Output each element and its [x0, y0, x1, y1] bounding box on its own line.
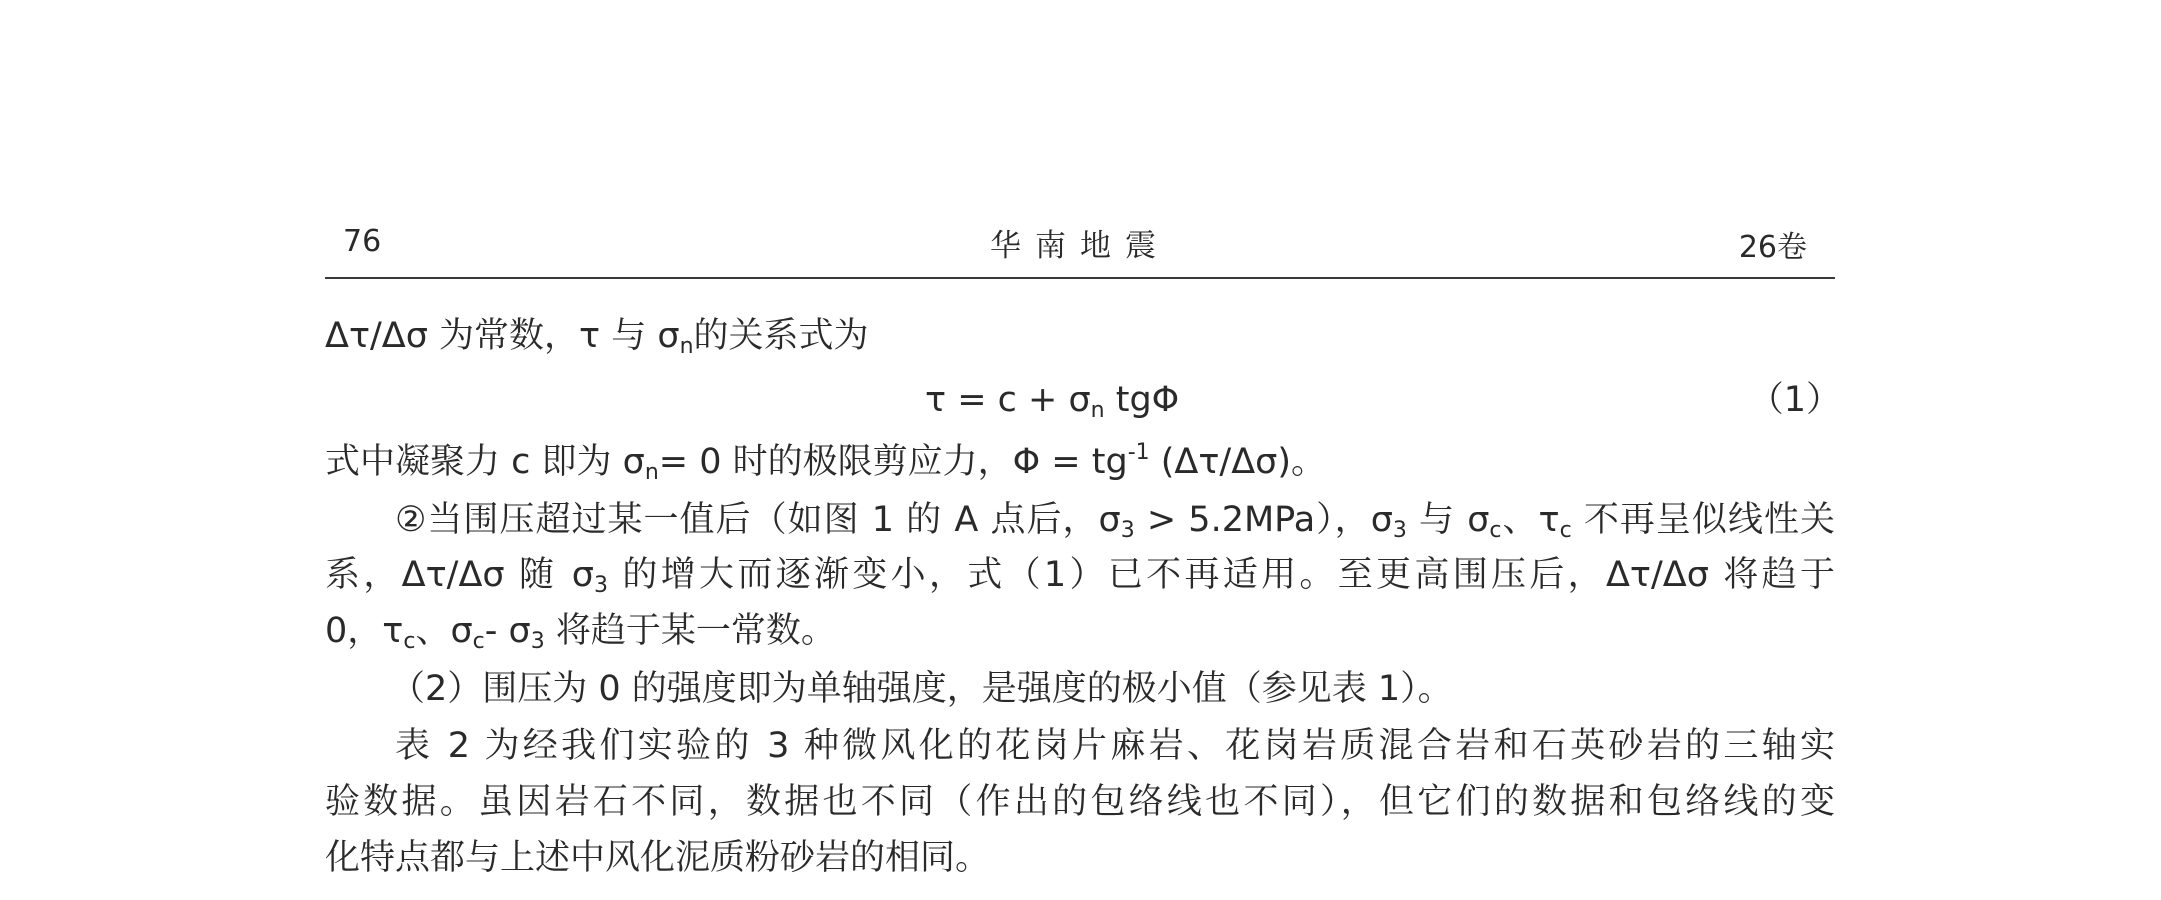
- text-line-3: [325, 440, 1835, 484]
- text-line-9: 验数据。虽因岩石不同，数据也不同（作出的包络线也不同），但它们的数据和包络线的变: [325, 782, 1835, 822]
- superscript: -1: [1127, 440, 1150, 465]
- text-line-5: [325, 553, 1835, 597]
- text-line-6: [325, 609, 1835, 653]
- text-run: 将趋于某一常数。: [544, 611, 836, 651]
- text-run: (Δτ/Δσ)。: [1149, 442, 1326, 482]
- text-line-10: 化特点都与上述中风化泥质粉砂岩的相同。: [325, 838, 991, 878]
- text-line-1: [325, 314, 1835, 358]
- subscript: c: [403, 629, 416, 654]
- page-number: 76: [343, 224, 382, 259]
- equation-1: [925, 378, 1179, 422]
- equation-text: tgΦ: [1104, 380, 1180, 420]
- text-run: = 0 时的极限剪应力，Φ = tg: [658, 442, 1128, 482]
- running-header: [325, 222, 1835, 279]
- text-run: 0，τ: [325, 611, 404, 651]
- text-run: 系，Δτ/Δσ 随 σ: [325, 555, 594, 595]
- subscript: n: [679, 334, 694, 359]
- equation-text: τ = c + σ: [925, 380, 1091, 420]
- equation-number: （1）: [1748, 380, 1841, 420]
- text-run: 的增大而逐渐变小，式（1）已不再适用。至更高围压后，Δτ/Δσ 将趋于: [607, 555, 1835, 595]
- subscript: 3: [1120, 518, 1135, 543]
- subscript: n: [644, 460, 659, 485]
- text-run: ②当围压超过某一值后（如图 1 的 A 点后，σ: [395, 500, 1121, 540]
- text-line-4: [325, 498, 1835, 542]
- text-run: 、τ: [1501, 500, 1560, 540]
- text-run: 式中凝聚力 c 即为 σ: [325, 442, 645, 482]
- text-run: > 5.2MPa），σ: [1134, 500, 1393, 540]
- subscript: 3: [1392, 518, 1407, 543]
- text-run: 与 σ: [1406, 500, 1490, 540]
- subscript: n: [1090, 398, 1105, 423]
- subscript: c: [1489, 518, 1502, 543]
- text-run: 的关系式为: [693, 316, 869, 356]
- text-run: 、σ: [415, 611, 473, 651]
- subscript: c: [472, 629, 485, 654]
- subscript: 3: [593, 573, 608, 598]
- subscript: 3: [530, 629, 545, 654]
- text-run: - σ: [484, 611, 531, 651]
- text-run: Δτ/Δσ 为常数，τ 与 σ: [325, 316, 680, 356]
- volume-label: 26卷: [1738, 230, 1807, 265]
- text-run: 不再呈似线性关: [1571, 500, 1835, 540]
- subscript: c: [1559, 518, 1572, 543]
- text-line-7: （2）围压为 0 的强度即为单轴强度，是强度的极小值（参见表 1）。: [390, 669, 1453, 709]
- text-line-8: 表 2 为经我们实验的 3 种微风化的花岗片麻岩、花岗岩质混合岩和石英砂岩的三轴实: [395, 726, 1835, 766]
- journal-title: 华南地震: [990, 228, 1170, 264]
